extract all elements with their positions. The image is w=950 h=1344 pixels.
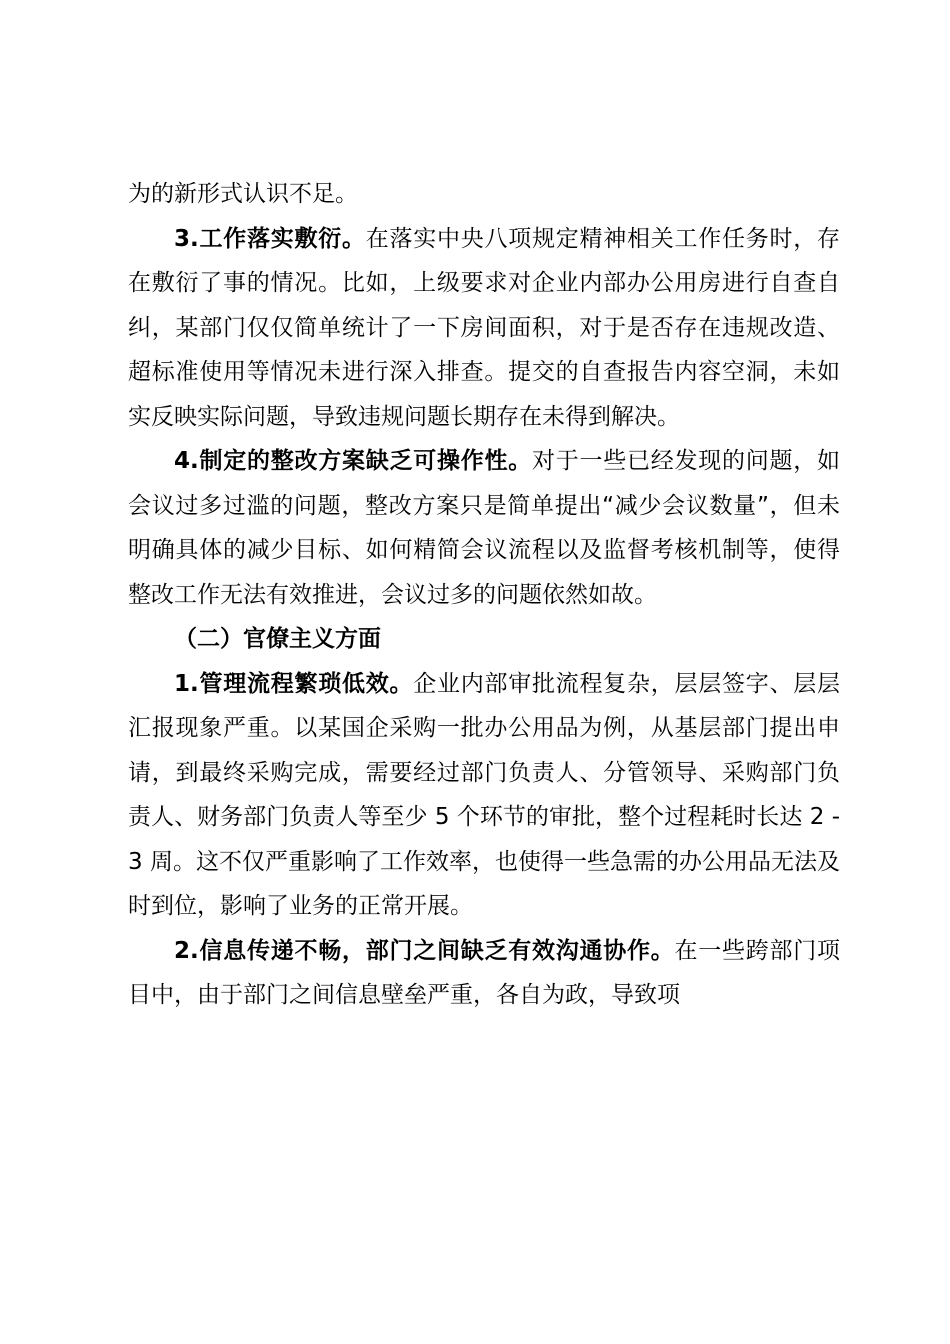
paragraph-lead: 1.管理流程繁琐低效。	[174, 670, 414, 697]
paragraph-item-4	[128, 439, 840, 617]
paragraph-text: 在一些跨部门项目中，由于部门之间信息壁垒严重，各自为政，导致项	[128, 937, 840, 1008]
paragraph-text: 在落实中央八项规定精神相关工作任务时，存在敷衍了事的情况。比如，上级要求对企业内部办公用房进行自查自纠，某部门仅仅简单统计了一下房间面积，对于是否存在违规改造、超标准使用等情况未进行深入排查。提交的自查报告内容空洞，未如实反映实际问题，导致违规问题长期存在未得到解决。	[128, 225, 840, 430]
paragraph-lead: 2.信息传递不畅，部门之间缺乏有效沟通协作。	[174, 937, 675, 964]
paragraph-text: 企业内部审批流程复杂，层层签字、层层汇报现象严重。以某国企采购一批办公用品为例，从基层部门提出申请，到最终采购完成，需要经过部门负责人、分管领导、采购部门负责人、财务部门负责人等至少 5 个环节的审批，整个过程耗时长达 2 - 3 周。这不仅严重影响了工作效率，也使得一些急需的办公用品无法及时到位，影响了业务的正常开展。	[128, 670, 840, 919]
document-body	[128, 172, 840, 1018]
paragraph-lead: 3.工作落实敷衍。	[174, 225, 366, 252]
paragraph-text: 为的新形式认识不足。	[128, 181, 358, 207]
paragraph-item-3	[128, 217, 840, 440]
paragraph-text: 对于一些已经发现的问题，如会议过多过滥的问题，整改方案只是简单提出“减少会议数量”，但未明确具体的减少目标、如何精简会议流程以及监督考核机制等，使得整改工作无法有效推进，会议过多的问题依然如故。	[128, 448, 840, 608]
section-heading: （二）官僚主义方面	[174, 626, 381, 652]
paragraph-lead: 4.制定的整改方案缺乏可操作性。	[174, 448, 532, 474]
paragraph-item-1	[128, 662, 840, 929]
paragraph-continuation	[128, 172, 840, 217]
paragraph-item-2	[128, 929, 840, 1018]
